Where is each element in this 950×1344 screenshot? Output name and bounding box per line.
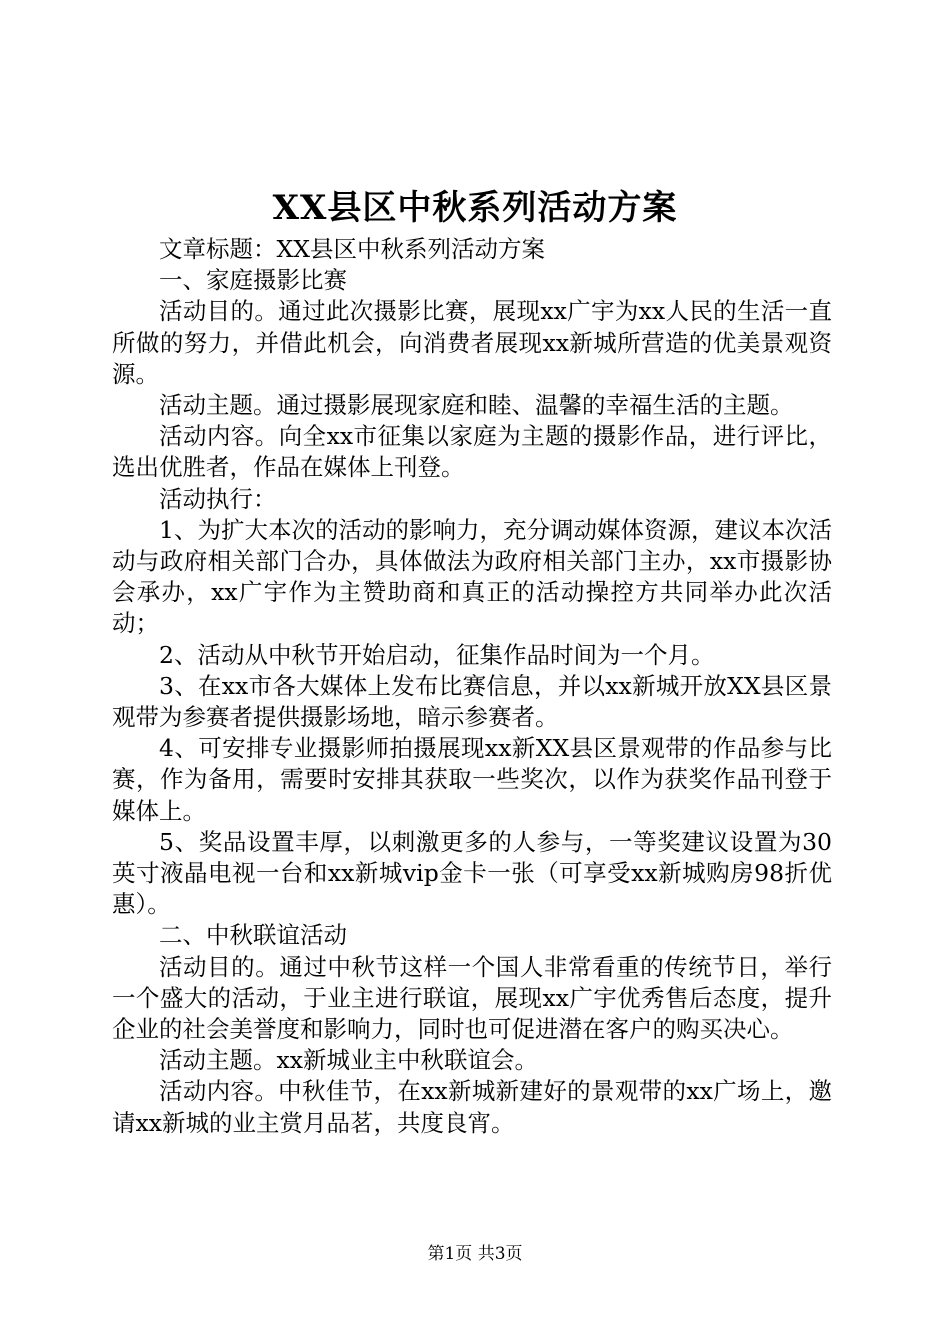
paragraph: 活动内容。向全xx市征集以家庭为主题的摄影作品，进行评比，选出优胜者，作品在媒体上刊登。 bbox=[112, 422, 832, 482]
paragraph: 活动主题。xx新城业主中秋联谊会。 bbox=[159, 1046, 539, 1075]
list-item: 1、为扩大本次的活动的影响力，充分调动媒体资源，建议本次活动与政府相关部门合办，具体做法为政府相关部门主办，xx市摄影协会承办，xx广宇作为主赞助商和真正的活动操控方共同举办此次活动； bbox=[112, 515, 832, 638]
list-item: 5、奖品设置丰厚，以刺激更多的人参与，一等奖建议设置为30英寸液晶电视一台和xx新城vip金卡一张（可享受xx新城购房98折优惠）。 bbox=[112, 827, 832, 919]
list-item: 2、活动从中秋节开始启动，征集作品时间为一个月。 bbox=[159, 640, 715, 669]
paragraph: 活动目的。通过中秋节这样一个国人非常看重的传统节日，举行一个盛大的活动，于业主进行联谊，展现xx广宇优秀售后态度，提升企业的社会美誉度和影响力，同时也可促进潜在客户的购买决心。 bbox=[112, 952, 832, 1044]
paragraph: 活动主题。通过摄影展现家庭和睦、温馨的幸福生活的主题。 bbox=[159, 391, 794, 420]
list-item: 3、在xx市各大媒体上发布比赛信息，并以xx新城开放XX县区景观带为参赛者提供摄影场地，暗示参赛者。 bbox=[112, 671, 832, 732]
paragraph: 活动执行： bbox=[159, 484, 277, 513]
list-item: 4、可安排专业摄影师拍摄展现xx新XX县区景观带的作品参与比赛，作为备用，需要时安排其获取一些奖次，以作为获奖作品刊登于媒体上。 bbox=[112, 734, 832, 825]
document-body bbox=[112, 234, 832, 1139]
section-heading: 一、家庭摄影比赛 bbox=[159, 266, 347, 295]
paragraph: 活动内容。中秋佳节，在xx新城新建好的景观带的xx广场上，邀请xx新城的业主赏月品茗，共度良宵。 bbox=[112, 1077, 832, 1137]
paragraph: 活动目的。通过此次摄影比赛，展现xx广宇为xx人民的生活一直所做的努力，并借此机会，向消费者展现xx新城所营造的优美景观资源。 bbox=[112, 297, 832, 388]
paragraph: 文章标题：XX县区中秋系列活动方案 bbox=[159, 235, 545, 263]
section-heading: 二、中秋联谊活动 bbox=[159, 921, 347, 950]
page-footer: 第1页 共3页 bbox=[427, 1244, 523, 1264]
document-title: XX县区中秋系列活动方案 bbox=[272, 188, 678, 228]
